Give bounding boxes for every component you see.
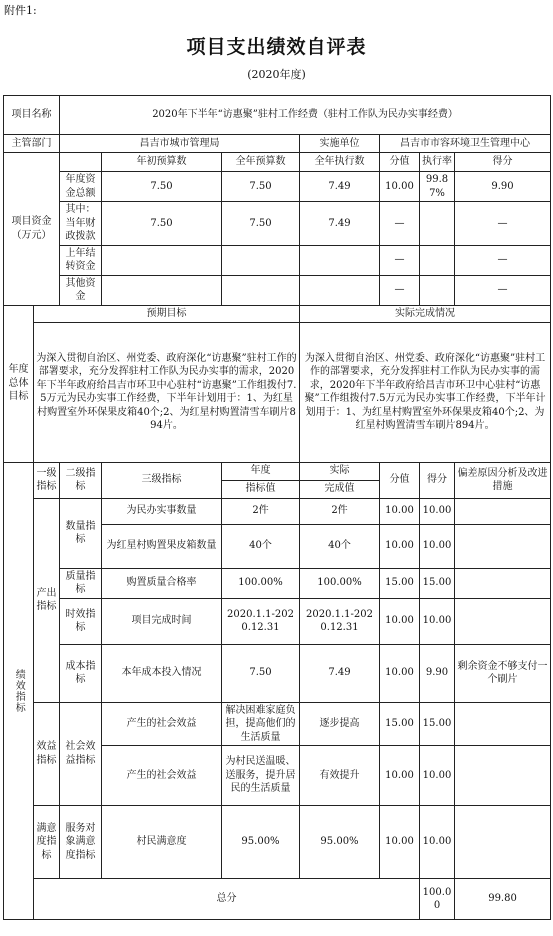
actual-completion-text: 为深入贯彻自治区、州党委、政府深化“访惠聚”驻村工作的部署要求，充分发挥驻村工作队为民办实事的需求，2020年下半年政府给昌吉市环卫中心驻村“访惠聚”工作组拨付7.5万元为民办实事工作经费，下半年计划用于：1、为红星村购置室外环保果皮箱40个;2、为红星村购置清雪车刷片894片。: [300, 322, 551, 462]
indicator-name: 为民办实事数量: [102, 498, 222, 524]
quality-indicator-label: 质量指标: [60, 568, 102, 598]
indicator-got: 10.00: [420, 524, 455, 568]
indicator-actual: 有效提升: [300, 746, 380, 806]
impl-unit-value: 昌吉市市容环境卫生管理中心: [380, 135, 551, 153]
funds-header: 得分: [455, 153, 551, 172]
total-label: 总分: [34, 879, 420, 920]
output-indicator-label: 产出指标: [34, 498, 60, 702]
indicator-got: 10.00: [420, 498, 455, 524]
indicator-target: 解决困难家庭负担，提高他们的生活质量: [222, 702, 300, 746]
reason-header: 偏差原因分析及改进措施: [455, 462, 551, 498]
service-satisfaction-label: 服务对象满意度指标: [60, 806, 102, 879]
indicator-actual: 2件: [300, 498, 380, 524]
funds-header: 年初预算数: [102, 153, 222, 172]
funds-cell: 7.50: [222, 202, 300, 246]
target-value-header: 指标值: [222, 480, 300, 498]
indicator-score: 15.00: [380, 568, 420, 598]
indicator-actual: 100.00%: [300, 568, 380, 598]
dept-value: 昌吉市城市管理局: [60, 135, 300, 153]
indicator-reason: [455, 598, 551, 644]
funds-row-name: 其中：当年财政拨款: [60, 202, 102, 246]
funds-cell: 7.50: [222, 172, 300, 202]
funds-row-name: 年度资金总额: [60, 172, 102, 202]
page-title: 项目支出绩效自评表: [186, 36, 367, 58]
funds-cell: 7.50: [102, 172, 222, 202]
indicator-target: 100.00%: [222, 568, 300, 598]
indicator-reason: [455, 702, 551, 746]
dept-label: 主管部门: [4, 135, 60, 153]
indicator-reason: [455, 498, 551, 524]
funds-cell: [300, 275, 380, 305]
indicator-name: 购置质量合格率: [102, 568, 222, 598]
year-label: (2020年度): [247, 68, 306, 81]
funds-label: 项目资金（万元）: [4, 153, 60, 306]
indicator-name: 产生的社会效益: [102, 702, 222, 746]
funds-cell: —: [380, 275, 420, 305]
funds-cell: [222, 245, 300, 275]
funds-cell: 10.00: [380, 172, 420, 202]
lvl2-header: 二级指标: [60, 462, 102, 498]
funds-cell: 7.50: [102, 202, 222, 246]
funds-cell: [420, 202, 455, 246]
impl-unit-label: 实施单位: [300, 135, 380, 153]
annual-goal-label: 年度总体目标: [4, 305, 34, 462]
funds-cell: [300, 245, 380, 275]
indicator-target: 2件: [222, 498, 300, 524]
funds-cell: [102, 275, 222, 305]
quantity-indicator-label: 数量指标: [60, 498, 102, 568]
project-name-label: 项目名称: [4, 96, 60, 135]
funds-cell: [222, 275, 300, 305]
funds-cell: —: [455, 202, 551, 246]
funds-cell: —: [380, 202, 420, 246]
funds-cell: —: [455, 275, 551, 305]
funds-header: 执行率: [420, 153, 455, 172]
indicator-score: 10.00: [380, 598, 420, 644]
perf-label: 绩效指标: [4, 462, 34, 920]
indicator-name: 产生的社会效益: [102, 746, 222, 806]
indicator-reason: [455, 806, 551, 879]
indicator-reason: [455, 524, 551, 568]
funds-row-name: 上年结转资金: [60, 245, 102, 275]
satisfaction-indicator-label: 满意度指标: [34, 806, 60, 879]
indicator-reason: 剩余资金不够支付一个刷片: [455, 644, 551, 702]
indicator-actual: 95.00%: [300, 806, 380, 879]
actual-header: 实际: [300, 462, 380, 480]
actual-completion-label: 实际完成情况: [300, 305, 551, 322]
score-header: 分值: [380, 462, 420, 498]
indicator-score: 10.00: [380, 644, 420, 702]
funds-empty-cell: [60, 153, 102, 172]
total-got: 99.80: [455, 879, 551, 920]
indicator-got: 10.00: [420, 806, 455, 879]
effect-indicator-label: 效益指标: [34, 702, 60, 806]
indicator-target: 为村民送温暖、送服务，提升居民的生活质量: [222, 746, 300, 806]
funds-header: 分值: [380, 153, 420, 172]
funds-cell: 7.49: [300, 202, 380, 246]
indicator-reason: [455, 746, 551, 806]
funds-cell: 99.87%: [420, 172, 455, 202]
indicator-got: 15.00: [420, 568, 455, 598]
indicator-name: 本年成本投入情况: [102, 644, 222, 702]
funds-cell: [102, 245, 222, 275]
indicator-reason: [455, 568, 551, 598]
time-indicator-label: 时效指标: [60, 598, 102, 644]
indicator-target: 2020.1.1-2020.12.31: [222, 598, 300, 644]
indicator-got: 9.90: [420, 644, 455, 702]
total-score: 100.00: [420, 879, 455, 920]
indicator-score: 10.00: [380, 524, 420, 568]
project-name-value: 2020年下半年“访惠聚”驻村工作经费（驻村工作队为民办实事经费）: [60, 96, 551, 135]
lvl1-header: 一级指标: [34, 462, 60, 498]
self-evaluation-table: [3, 95, 551, 920]
actual-value-header: 完成值: [300, 480, 380, 498]
indicator-score: 10.00: [380, 746, 420, 806]
funds-header: 全年执行数: [300, 153, 380, 172]
indicator-got: 15.00: [420, 702, 455, 746]
indicator-name: 村民满意度: [102, 806, 222, 879]
funds-cell: —: [380, 245, 420, 275]
got-header: 得分: [420, 462, 455, 498]
funds-cell: —: [455, 245, 551, 275]
funds-row-name: 其他资金: [60, 275, 102, 305]
indicator-actual: 40个: [300, 524, 380, 568]
indicator-score: 10.00: [380, 498, 420, 524]
social-benefit-label: 社会效益指标: [60, 702, 102, 806]
cost-indicator-label: 成本指标: [60, 644, 102, 702]
indicator-name: 为红星村购置果皮箱数量: [102, 524, 222, 568]
indicator-target: 95.00%: [222, 806, 300, 879]
indicator-got: 10.00: [420, 746, 455, 806]
expected-goal-text: 为深入贯彻自治区、州党委、政府深化“访惠聚”驻村工作的部署要求，充分发挥驻村工作队为民办实事的需求，2020年下半年政府给昌吉市环卫中心驻村“访惠聚”工作组拨付7.5万元为民办实事工作经费，下半年计划用于：1、为红星村购置室外环保果皮箱40个;2、为红星村购置清雪车刷片894片。: [34, 322, 300, 462]
indicator-got: 10.00: [420, 598, 455, 644]
indicator-score: 10.00: [380, 806, 420, 879]
expected-goal-label: 预期目标: [34, 305, 300, 322]
year-target-header: 年度: [222, 462, 300, 480]
indicator-actual: 逐步提高: [300, 702, 380, 746]
funds-cell: 7.49: [300, 172, 380, 202]
indicator-actual: 7.49: [300, 644, 380, 702]
indicator-target: 7.50: [222, 644, 300, 702]
funds-cell: [420, 275, 455, 305]
funds-cell: [420, 245, 455, 275]
indicator-actual: 2020.1.1-2020.12.31: [300, 598, 380, 644]
indicator-name: 项目完成时间: [102, 598, 222, 644]
attachment-label: 附件1:: [4, 4, 37, 17]
indicator-target: 40个: [222, 524, 300, 568]
indicator-score: 15.00: [380, 702, 420, 746]
lvl3-header: 三级指标: [102, 462, 222, 498]
funds-cell: 9.90: [455, 172, 551, 202]
funds-header: 全年预算数: [222, 153, 300, 172]
